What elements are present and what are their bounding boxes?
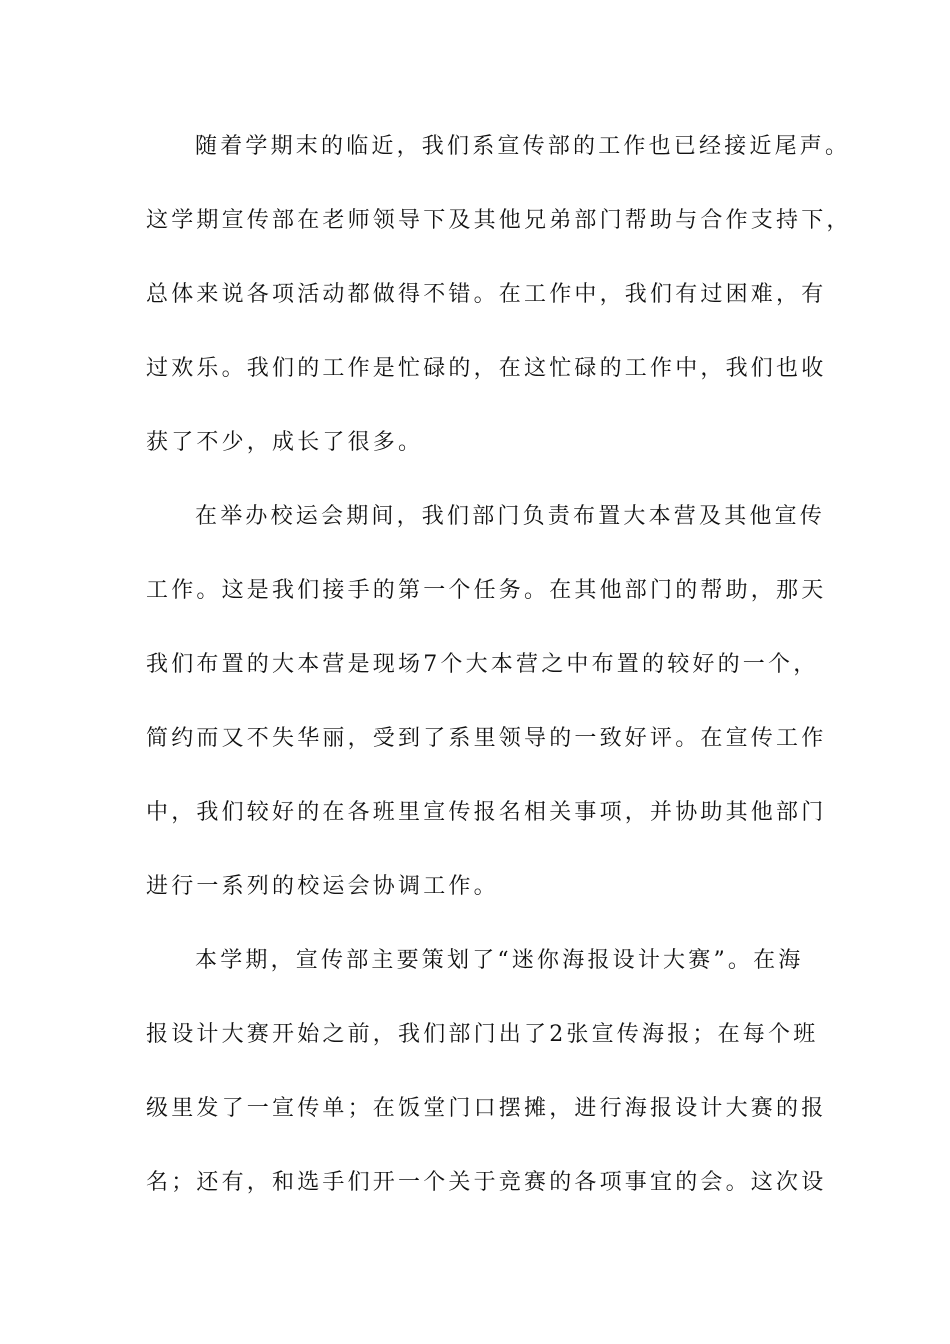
text-line: 我们布置的大本营是现场7个大本营之中布置的较好的一个， <box>146 652 819 677</box>
text-line: 本学期，宣传部主要策划了“迷你海报设计大赛”。在海 <box>195 948 804 973</box>
text-line: 过欢乐。我们的工作是忙碌的，在这忙碌的工作中，我们也收 <box>146 356 827 381</box>
paragraph-sports-meet <box>146 498 827 942</box>
paragraph-semester-summary <box>146 128 852 498</box>
text-line: 简约而又不失华丽，受到了系里领导的一致好评。在宣传工作 <box>146 726 827 751</box>
text-line: 这学期宣传部在老师领导下及其他兄弟部门帮助与合作支持下， <box>146 208 852 233</box>
document-body <box>146 128 852 1238</box>
text-line: 总体来说各项活动都做得不错。在工作中，我们有过困难，有 <box>146 282 827 307</box>
text-line: 名；还有，和选手们开一个关于竞赛的各项事宜的会。这次设 <box>146 1170 827 1195</box>
text-line: 工作。这是我们接手的第一个任务。在其他部门的帮助，那天 <box>146 578 827 603</box>
text-line: 级里发了一宣传单；在饭堂门口摆摊，进行海报设计大赛的报 <box>146 1096 827 1121</box>
text-line: 随着学期末的临近，我们系宣传部的工作也已经接近尾声。 <box>195 134 851 159</box>
text-line: 在举办校运会期间，我们部门负责布置大本营及其他宣传 <box>195 504 826 529</box>
text-line: 报设计大赛开始之前，我们部门出了2张宣传海报；在每个班 <box>146 1022 819 1047</box>
paragraph-poster-contest <box>146 942 827 1238</box>
text-line: 中，我们较好的在各班里宣传报名相关事项，并协助其他部门 <box>146 800 827 825</box>
text-line: 获了不少，成长了很多。 <box>146 430 424 455</box>
text-line: 进行一系列的校运会协调工作。 <box>146 874 499 899</box>
